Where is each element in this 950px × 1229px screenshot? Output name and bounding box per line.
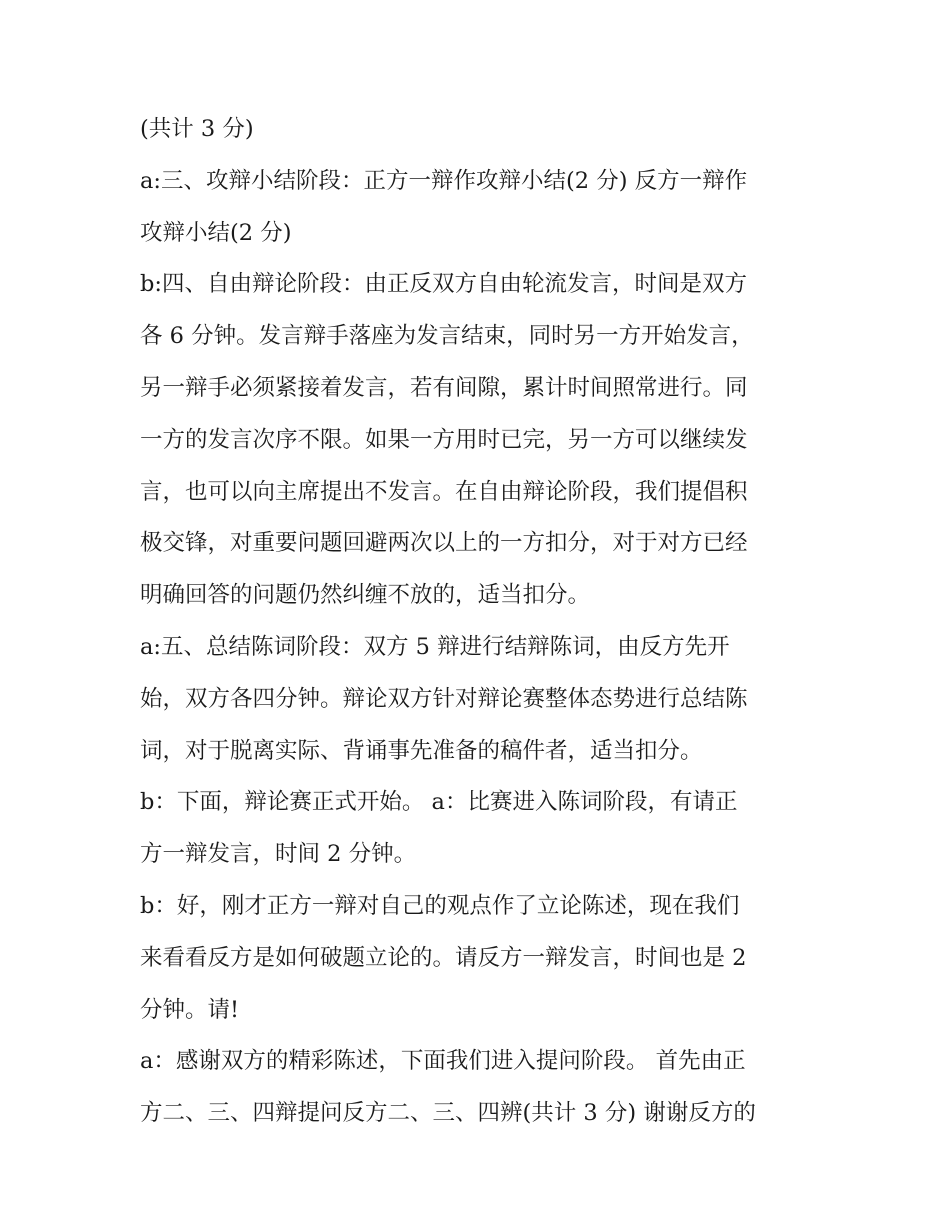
text-line: 言，也可以向主席提出不发言。在自由辩论阶段，我们提倡积 [140,478,748,505]
document-body [140,111,820,1147]
text-line: 方一辩发言，时间 2 分钟。 [140,841,417,868]
text-line: 方二、三、四辩提问反方二、三、四辨(共计 3 分) 谢谢反方的 [140,1100,756,1127]
text-line: 始，双方各四分钟。辩论双方针对辩论赛整体态势进行总结陈 [140,685,748,712]
text-line: a:三、攻辩小结阶段：正方一辩作攻辩小结(2 分) 反方一辩作 [140,167,748,194]
text-line: 另一辩手必须紧接着发言，若有间隙，累计时间照常进行。同 [140,374,748,401]
text-line: a：感谢双方的精彩陈述，下面我们进入提问阶段。 首先由正 [140,1048,746,1075]
text-line: a:五、总结陈词阶段：双方 5 辩进行结辩陈词，由反方先开 [140,633,730,660]
text-line: 来看看反方是如何破题立论的。请反方一辩发言，时间也是 2 [140,944,747,971]
text-line: 攻辩小结(2 分) [140,219,292,246]
text-line: 分钟。请! [140,996,240,1023]
text-line: 极交锋，对重要问题回避两次以上的一方扣分，对于对方已经 [140,530,748,557]
text-line: b：好，刚才正方一辩对自己的观点作了立论陈述，现在我们 [140,892,740,919]
text-line: 词，对于脱离实际、背诵事先准备的稿件者，适当扣分。 [140,737,703,764]
text-line: 各 6 分钟。发言辩手落座为发言结束，同时另一方开始发言， [140,323,754,350]
text-line: b:四、自由辩论阶段：由正反双方自由轮流发言，时间是双方 [140,271,747,298]
text-line: 一方的发言次序不限。如果一方用时已完，另一方可以继续发 [140,426,748,453]
text-line: b：下面，辩论赛正式开始。 a：比赛进入陈词阶段，有请正 [140,789,738,816]
text-line: (共计 3 分) [140,116,254,142]
text-line: 明确回答的问题仍然纠缠不放的，适当扣分。 [140,582,591,609]
